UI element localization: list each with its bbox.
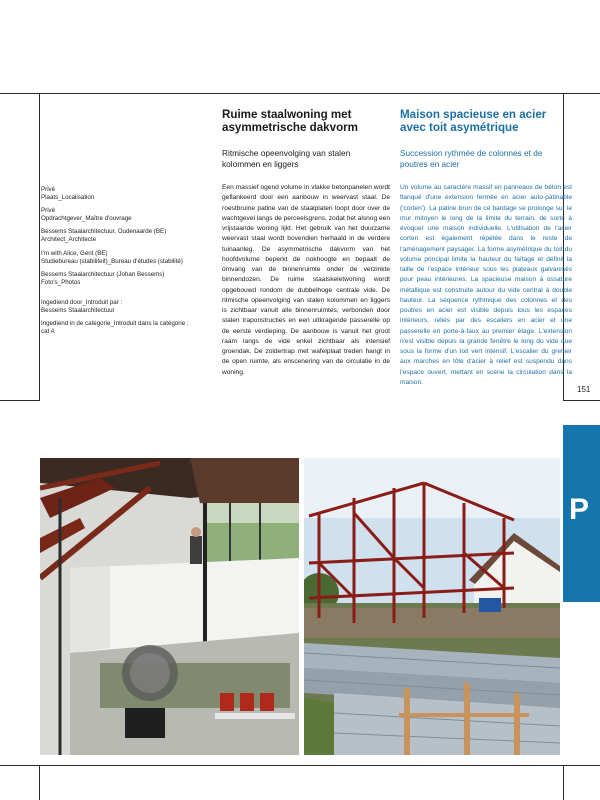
bottom-rule — [0, 765, 600, 766]
dutch-subtitle: Ritmische opeenvolging van stalen kolommen en liggers — [222, 148, 351, 169]
credit-architect: Bessems Staalarchitectuur, Oudenaarde (BE) — [41, 228, 167, 236]
page-number: 151 — [577, 385, 591, 394]
dutch-column — [222, 108, 390, 378]
french-title: Maison spacieuse en acier avec toit asymétrique — [400, 108, 547, 134]
credit-client-label: Opdrachtgever_Maître d'ouvrage — [41, 215, 132, 223]
left-edge-tick — [0, 400, 40, 401]
left-margin-rule-lower — [39, 765, 40, 800]
top-rule — [0, 93, 600, 94]
left-margin-rule — [39, 93, 40, 400]
credit-engineer-label: Studiebureau (stabiliteit)_Bureau d'études (stabilité) — [41, 257, 183, 265]
submitted-by: Bessems Staalarchitectuur — [41, 307, 115, 315]
section-tab-letter: P — [569, 493, 590, 526]
french-body: Un volume au caractère massif en panneaux de béton est flanqué d'une extension fermée en acier auto-patinable ('corten'). La patine brun de ce bardage se prolonge sur le mur mitoyen le long de la limite du terrain, de sorte à évoquer une maison individuelle. L'utilisation de l'acier corten est également répétée dans le reste de l'aménagement paysager. La forme asymétrique du toit du volume principal limite la hauteur du faîtage et définit la taille de l'espace intérieur sous les plateaux galvanisés pour peau intérieures. La spacieuse maison à ossature métallique est construite autour du vide central à double hauteur. La séquence rythmique des colonnes et des poutres en acier est visible depuis tous les espaces intérieurs, reliés par des escaliers en acier et une passerelle en porte-à-faux au premier étage. L'extension n'est visible depuis la grande fenêtre le long du vide que sous la forme d'un toit vert intensif. L'escalier du grenier aux marches en tôle d'acier à relief est suspendu dans l'espace ouvert, mettant en scène la circulation dans la maison. — [400, 184, 572, 386]
credit-engineer: I'm with Alice, Gent (BE) — [41, 249, 108, 257]
dutch-title: Ruime staalwoning met asymmetrische dakvorm — [222, 108, 358, 134]
construction-photo — [304, 458, 560, 755]
right-edge-tick — [563, 400, 600, 401]
right-margin-rule-lower — [563, 765, 564, 800]
french-subtitle: Succession rythmée de colonnes et de poutres en acier — [400, 148, 543, 169]
project-credits — [41, 186, 206, 336]
interior-photo — [40, 458, 299, 755]
submitted-by-label: Ingediend door_Introduit par : — [41, 298, 123, 306]
french-column — [400, 108, 572, 388]
category-value: cat A — [41, 328, 55, 336]
section-tab — [563, 425, 600, 602]
dutch-body: Een massief ogend volume in vlakke betonpanelen wordt geflankeerd door een aanbouw in weervast staal. De roestbruine patine van de staalplaten loopt door over de wachtgevel langs de perceelsgrens, zodat het alsnog een vrijstaande woning lijkt. Het gebruik van het duurzame weervast staal wordt bovendien herhaald in de verdere tuinaanleg. De asymmetrische dakvorm van het hoofdvolume beperkt de nokhoogte en bepaalt de omvang van de binnenruimte onder de verzinkte binnendozen. De ruime staalskeletwoning wordt opgebouwd rondom de dubbelhoge centrale vide. De ritmische opeenvolging van stalen kolommen en liggers is zichtbaar vanuit alle binnenruimtes, verbonden door stalen traponstructies en een uitkragende passerelle op de eerste verdieping. De aanbouw is vanuit het groot raam langs de vide enkel zichtbaar als intensief groendak. De zoldertrap met wafelplaat treden hangt in de open ruimte, als enscenering van de circulatie in de woning. — [222, 184, 390, 376]
category-label: Ingediend in de categorie_Introduit dans la catégorie : — [41, 320, 189, 328]
credit-client: Privé — [41, 207, 56, 215]
credit-photos: Bessems Staalarchitectuur (Johan Bessems) — [41, 270, 165, 278]
credit-owner: Privé — [41, 186, 56, 193]
credit-architect-label: Architect_Architecte — [41, 236, 97, 244]
credit-owner-label: Plaats_Localisation — [41, 194, 95, 202]
credit-photos-label: Foto's_Photos — [41, 278, 81, 286]
